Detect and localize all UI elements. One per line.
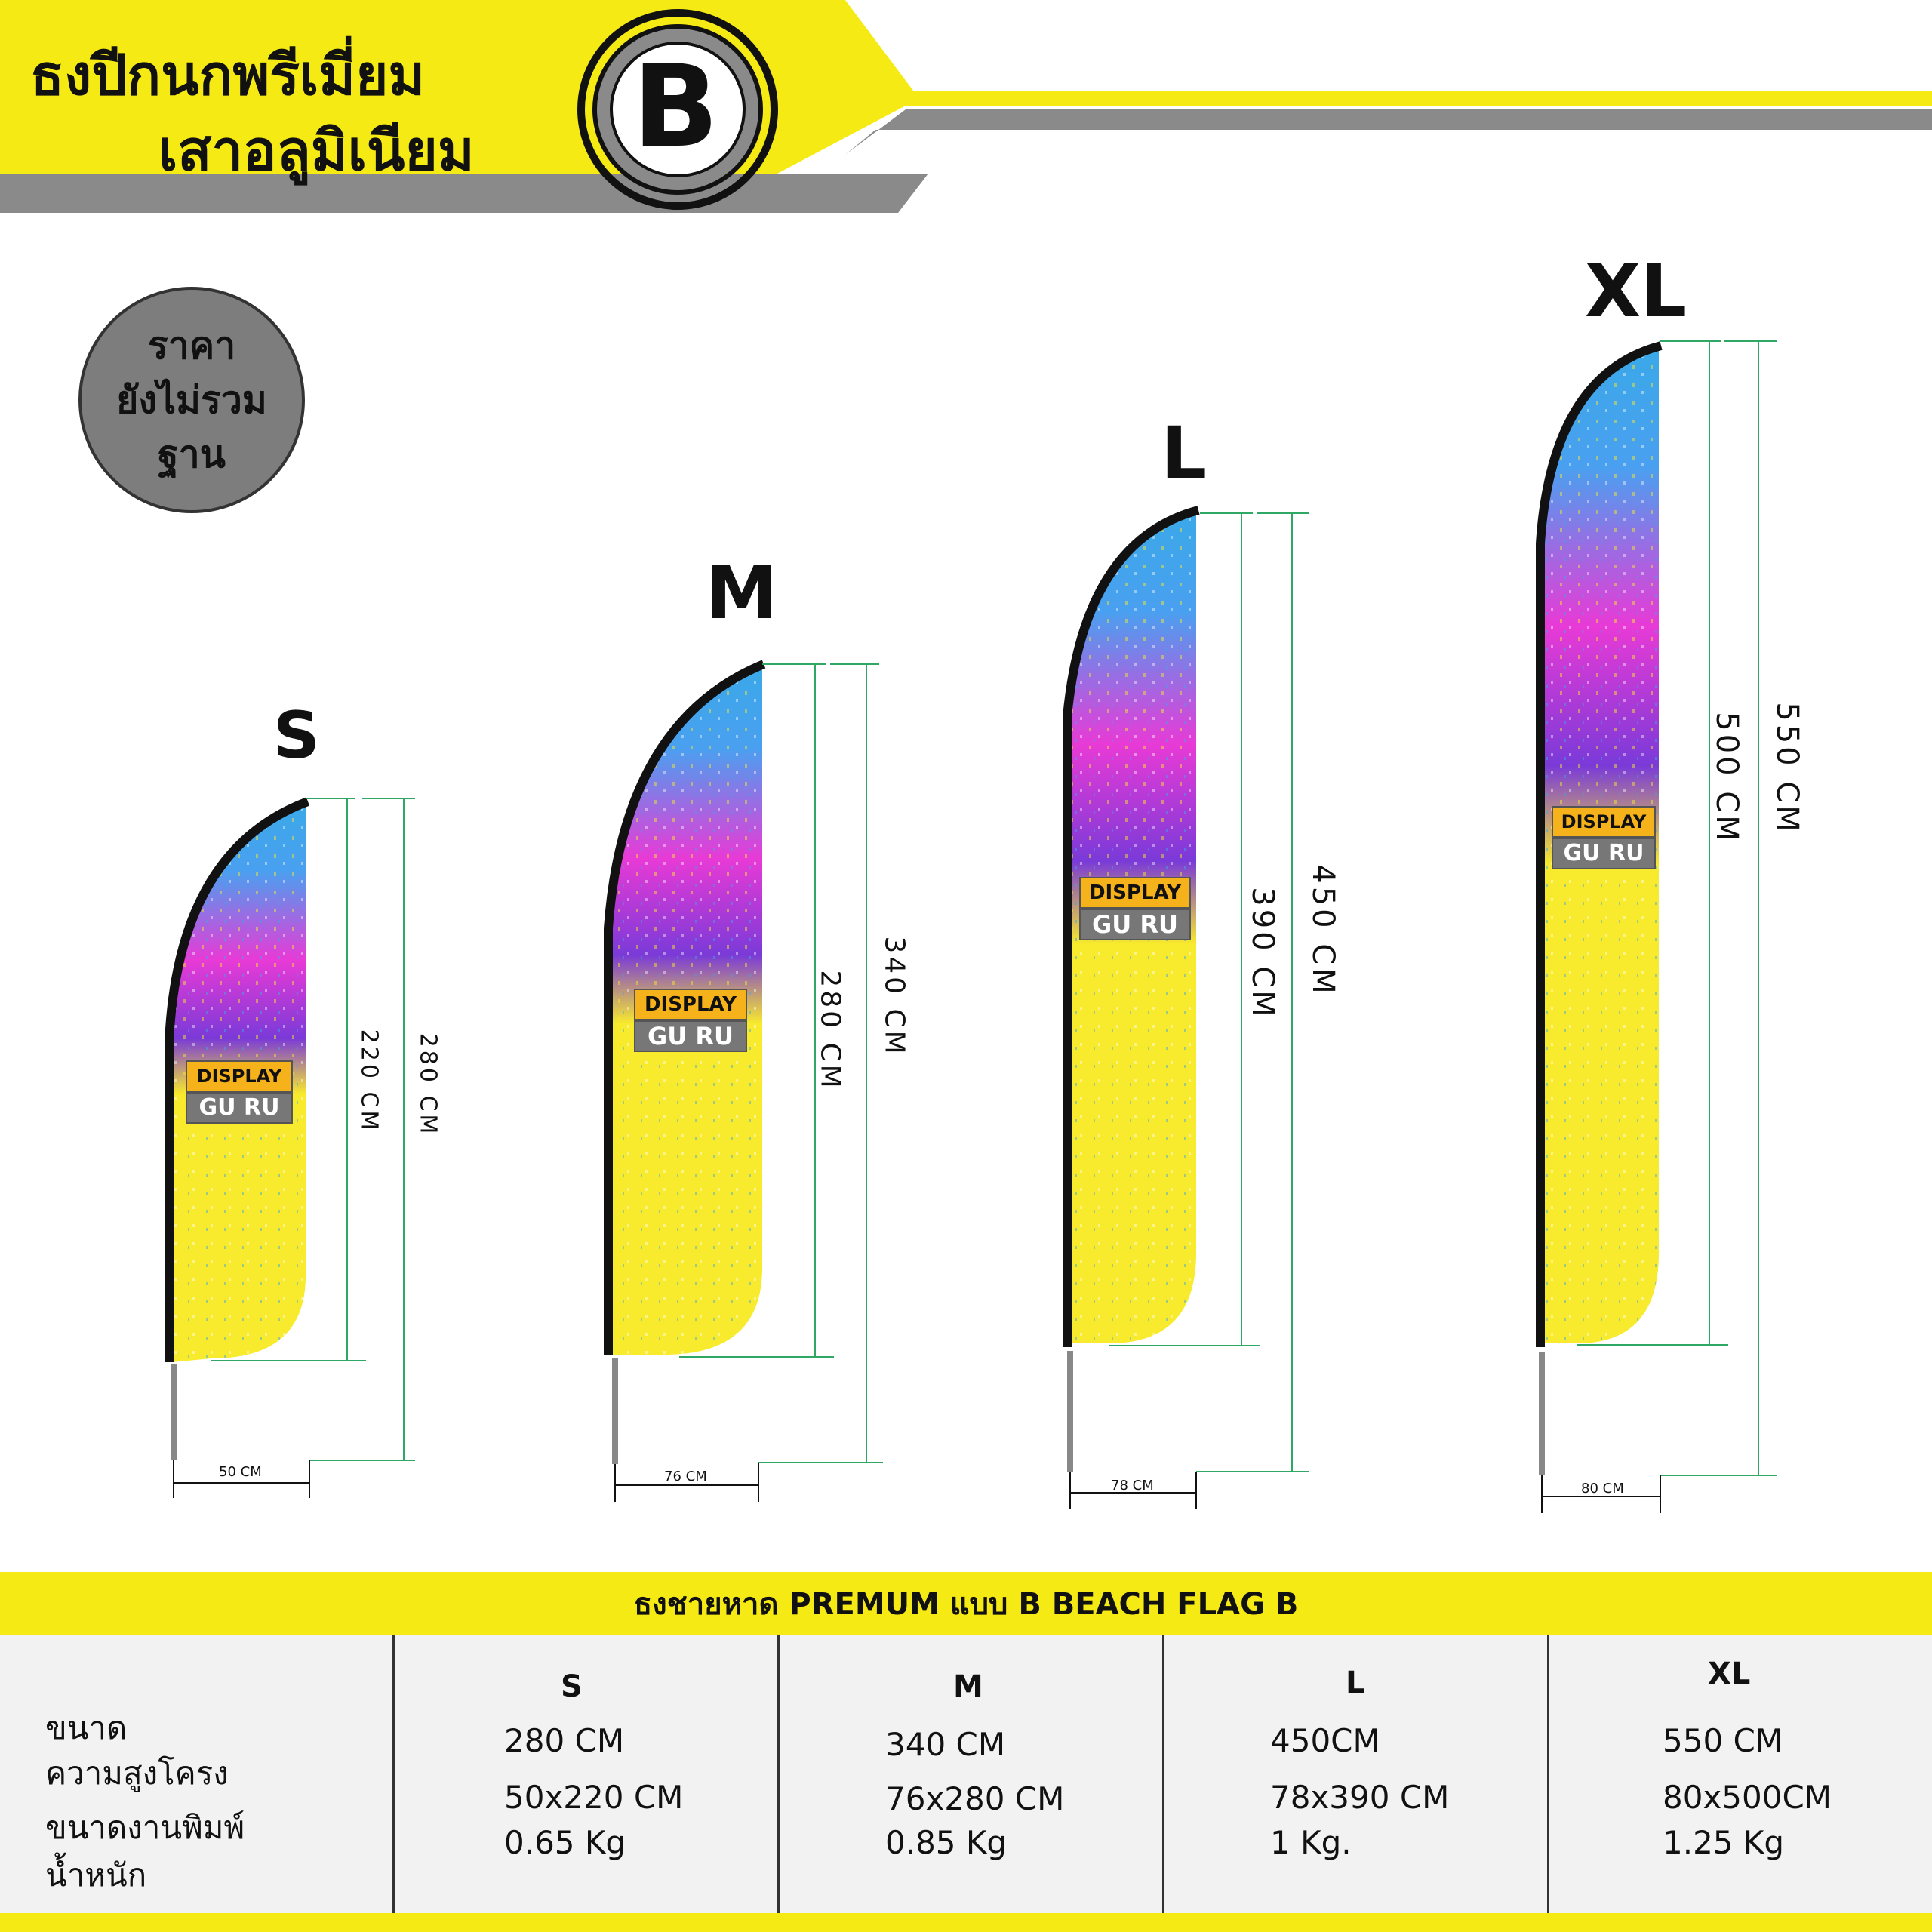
row-label-print-size: ขนาดงานพิมพ์	[45, 1809, 245, 1846]
size-label-s: S	[273, 698, 320, 774]
cell-height: 280 CM	[504, 1722, 625, 1759]
flag-logo-display: DISPLAY	[634, 989, 747, 1020]
logo-letter: B	[632, 42, 719, 173]
dim-width-l: 78 CM	[1111, 1478, 1154, 1494]
title-line-1: ธงปีกนกพรีเมี่ยม	[30, 43, 426, 108]
cell-weight: 1.25 Kg	[1663, 1824, 1785, 1861]
title-line-2: เสาอลูมิเนียม	[158, 118, 475, 183]
column-header-size: S	[561, 1669, 583, 1704]
flag-logo-s	[186, 1060, 293, 1121]
flag-logo-guru: GU RU	[634, 1020, 747, 1052]
dim-print-height-xl: 500 CM	[1709, 712, 1744, 844]
table-body	[0, 1635, 1932, 1913]
dim-print-height-s: 220 CM	[355, 1029, 383, 1134]
table-column-s	[392, 1635, 777, 1913]
column-header-size: M	[953, 1669, 983, 1704]
table-column-l	[1162, 1635, 1547, 1913]
table-column-xl	[1547, 1635, 1932, 1913]
flag-logo-guru: GU RU	[1552, 838, 1656, 869]
cell-weight: 1 Kg.	[1270, 1824, 1352, 1861]
cell-print-size: 78x390 CM	[1270, 1779, 1450, 1816]
size-label-l: L	[1161, 411, 1208, 496]
cell-weight: 0.85 Kg	[885, 1824, 1008, 1861]
cell-height: 450CM	[1270, 1722, 1380, 1759]
table-column-m	[777, 1635, 1162, 1913]
row-label-weight: น้ำหนัก	[45, 1857, 147, 1894]
dim-width-s: 50 CM	[219, 1464, 262, 1480]
flag-s	[169, 798, 415, 1498]
dim-frame-height-s: 280 CM	[414, 1032, 441, 1137]
dim-frame-height-l: 450 CM	[1305, 864, 1340, 997]
cell-print-size: 50x220 CM	[504, 1779, 684, 1816]
flag-logo-guru: GU RU	[1079, 909, 1191, 940]
dim-print-height-l: 390 CM	[1244, 887, 1280, 1020]
header-gray-right	[845, 109, 1932, 155]
table-footer-band	[0, 1913, 1932, 1932]
flag-logo-display: DISPLAY	[1552, 806, 1656, 838]
flag-logo-m	[634, 989, 747, 1051]
size-label-m: M	[706, 551, 778, 635]
flag-logo-guru: GU RU	[186, 1092, 293, 1124]
flag-xl	[1540, 341, 1777, 1513]
cell-weight: 0.65 Kg	[504, 1824, 626, 1861]
column-header-size: XL	[1708, 1657, 1751, 1691]
badge-line-2: ยังไม่รวม	[116, 378, 267, 422]
table-title: ธงชายหาด PREMUM แบบ B BEACH FLAG B	[0, 1572, 1932, 1635]
cell-height: 550 CM	[1663, 1722, 1783, 1759]
spec-table	[0, 1572, 1932, 1932]
flag-logo-display: DISPLAY	[186, 1060, 293, 1092]
dim-width-xl: 80 CM	[1581, 1481, 1624, 1497]
size-label-xl: XL	[1585, 249, 1687, 334]
row-label-size: ขนาด	[45, 1709, 128, 1746]
badge-line-3: ฐาน	[158, 432, 226, 476]
column-header-size: L	[1346, 1666, 1365, 1700]
flag-logo-xl	[1552, 806, 1656, 866]
flag-logo-display: DISPLAY	[1079, 877, 1191, 909]
badge-line-1: ราคา	[147, 324, 236, 368]
dim-frame-height-xl: 550 CM	[1769, 702, 1804, 835]
cell-print-size: 80x500CM	[1663, 1779, 1832, 1816]
dim-width-m: 76 CM	[664, 1469, 707, 1484]
price-note-badge	[78, 287, 305, 513]
flag-logo-l	[1079, 877, 1191, 939]
cell-print-size: 76x280 CM	[885, 1780, 1065, 1817]
cell-height: 340 CM	[885, 1726, 1006, 1763]
dim-print-height-m: 280 CM	[814, 970, 846, 1091]
row-label-frame-height: ความสูงโครง	[45, 1755, 229, 1792]
dim-frame-height-m: 340 CM	[878, 936, 910, 1057]
